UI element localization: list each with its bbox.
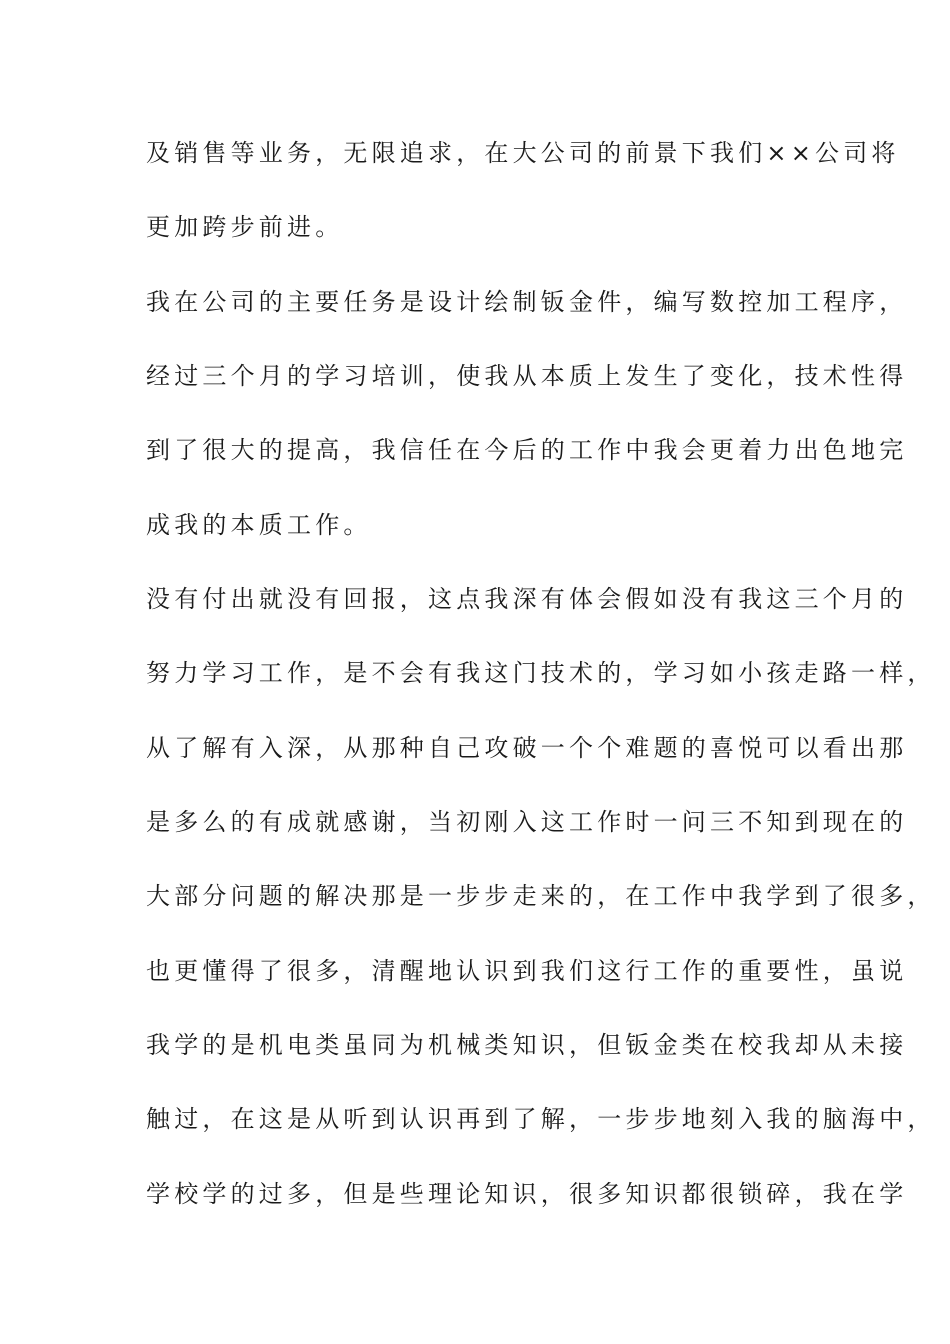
- text-line: 及销售等业务，无限追求，在大公司的前景下我们××公司将: [146, 139, 900, 167]
- text-line: 努力学习工作，是不会有我这门技术的，学习如小孩走路一样，: [146, 659, 936, 687]
- text-line: 经过三个月的学习培训，使我从本质上发生了变化，技术性得: [146, 362, 908, 390]
- text-line: 学校学的过多，但是些理论知识，很多知识都很锁碎，我在学: [146, 1180, 908, 1208]
- text-line: 我在公司的主要任务是设计绘制钣金件，编写数控加工程序，: [146, 288, 908, 316]
- text-line: 更加跨步前进。: [146, 213, 344, 241]
- text-line: 是多么的有成就感谢，当初刚入这工作时一问三不知到现在的: [146, 808, 908, 836]
- text-line: 大部分问题的解决那是一步步走来的，在工作中我学到了很多，: [146, 882, 936, 910]
- text-line: 触过，在这是从听到认识再到了解，一步步地刻入我的脑海中，: [146, 1105, 936, 1133]
- text-line: 我学的是机电类虽同为机械类知识，但钣金类在校我却从未接: [146, 1031, 908, 1059]
- text-line: 没有付出就没有回报，这点我深有体会假如没有我这三个月的: [146, 585, 908, 613]
- text-line: 从了解有入深，从那种自己攻破一个个难题的喜悦可以看出那: [146, 734, 908, 762]
- text-line: 成我的本质工作。: [146, 511, 372, 539]
- text-line: 也更懂得了很多，清醒地认识到我们这行工作的重要性，虽说: [146, 957, 908, 985]
- text-line: 到了很大的提高，我信任在今后的工作中我会更着力出色地完: [146, 436, 908, 464]
